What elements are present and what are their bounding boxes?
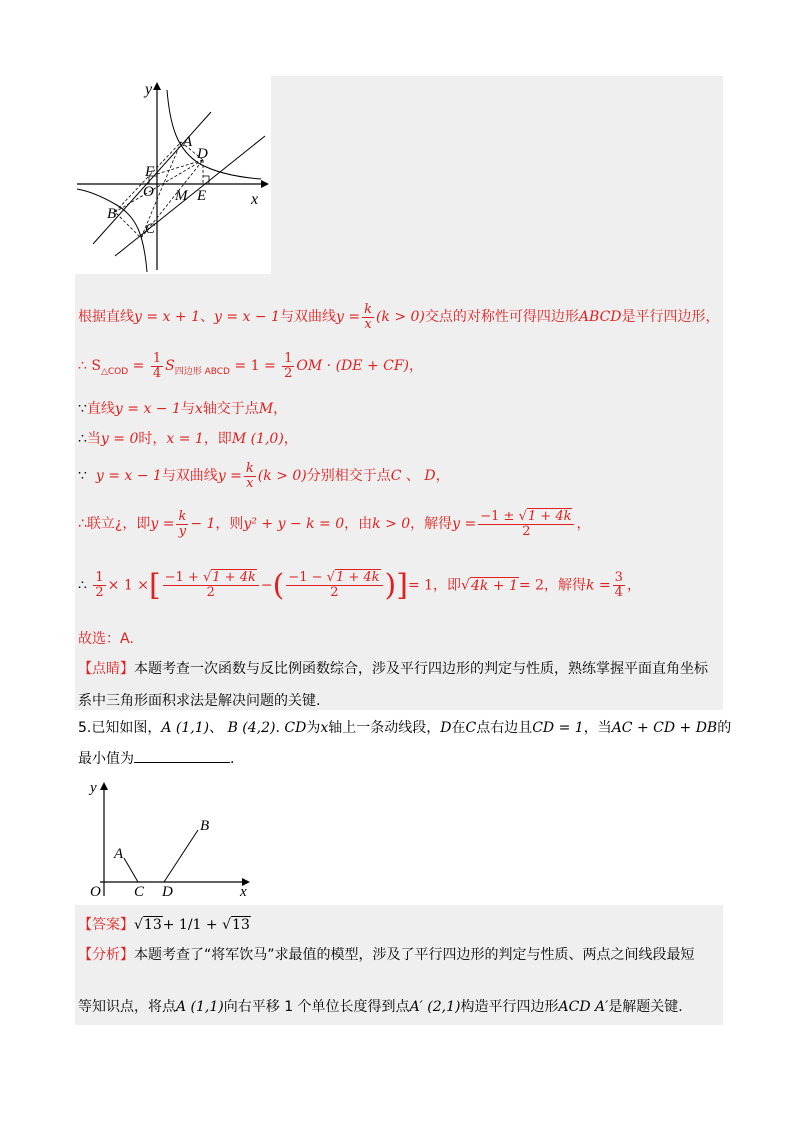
solution-panel	[270, 76, 723, 274]
fig1-label-c: C	[145, 221, 156, 237]
fig2-label-y: y	[90, 780, 97, 796]
fig1-label-m: M	[175, 188, 188, 204]
fig1-label-a: A	[183, 134, 193, 150]
solution-line-1: 根据直线y = x + 1、y = x − 1与双曲线y = $\frac{k}{x}$ (k > 0)交点的对称性可得四边形ABCD是平行四边形，	[78, 302, 720, 332]
answer5-line: 【答案】√13+ 1/1 + √13	[78, 917, 250, 933]
problem5-line-1: 5.已知如图，A (1,1)、 B (4,2). CD为x轴上一条动线段，D在C点右边且CD = 1，当AC + CD + DB的	[78, 720, 732, 736]
fig1-label-o: O	[143, 184, 154, 200]
fig2-label-d: D	[162, 884, 173, 900]
fig2-label-a: A	[114, 846, 124, 862]
fig1-label-x: x	[251, 191, 259, 208]
fig2-label-x: x	[240, 884, 247, 900]
fig1-label-e: E	[197, 188, 207, 204]
fig1-label-y: y	[145, 81, 153, 98]
analysis5-line-1: 【分析】本题考查了“将军饮马”求最值的模型，涉及了平行四边形的判定与性质、两点之间线段最短	[78, 947, 695, 963]
problem5-line-2: 最小值为 .	[78, 751, 235, 767]
figure-general-drinking-horse	[80, 772, 260, 902]
fig1-label-b: B	[107, 206, 117, 222]
solution-line-7: ∴ $\frac{1}{2}$ × 1 ×[ $\frac{-1 + √1 + 4k}{2}$ −( $\frac{-1 - √1 + 4k}{2}$ )]= 1，即√4k + 1= 2，解得k = $\frac{3}{4}$ ，	[78, 568, 641, 603]
fig2-label-c: C	[134, 884, 145, 900]
solution-answer: 故选：A.	[78, 631, 134, 647]
figure-hyperbola-parallelogram	[75, 76, 271, 274]
solution-text-panel	[75, 274, 723, 710]
fig2-label-o: O	[90, 884, 101, 900]
analysis5-line-2: 等知识点，将点A (1,1)向右平移 1 个单位长度得到点A′ (2,1)构造平行四边形ACD A′是解题关键.	[78, 999, 683, 1015]
fig2-label-b: B	[200, 818, 210, 834]
solution-line-4: ∴当y = 0时，x = 1，即M (1,0)，	[78, 431, 298, 447]
solution-line-3: ∵直线y = x − 1与x轴交于点M，	[78, 401, 288, 417]
comment-line-2: 系中三角形面积求法是解决问题的关键.	[78, 693, 321, 709]
solution-line-2: ∴ $S_{\triangle COD}$ = $\frac{1}{4}$ $S_{四边形 ABCD} = 1$ = $\frac{1}{2}$ OM · (DE + CF)，	[78, 351, 424, 381]
solution-line-5: ∵ y = x − 1与双曲线y = $\frac{k}{x}$ (k > 0)分别相交于点C 、 D，	[78, 461, 450, 491]
comment-line-1: 【点睛】本题考查一次函数与反比例函数综合，涉及平行四边形的判定与性质，熟练掌握平面直角坐标	[78, 661, 708, 677]
solution-line-6: ∴联立¿，即y = $\frac{k}{y}$ − 1，则y² + y − k = 0，由k > 0，解得y = $\frac{-1 \pm √1 + 4k}{2}$ ，	[78, 509, 591, 539]
fig1-label-d: D	[197, 146, 208, 162]
fig1-label-f: F	[145, 164, 155, 180]
answer-blank	[134, 750, 230, 763]
